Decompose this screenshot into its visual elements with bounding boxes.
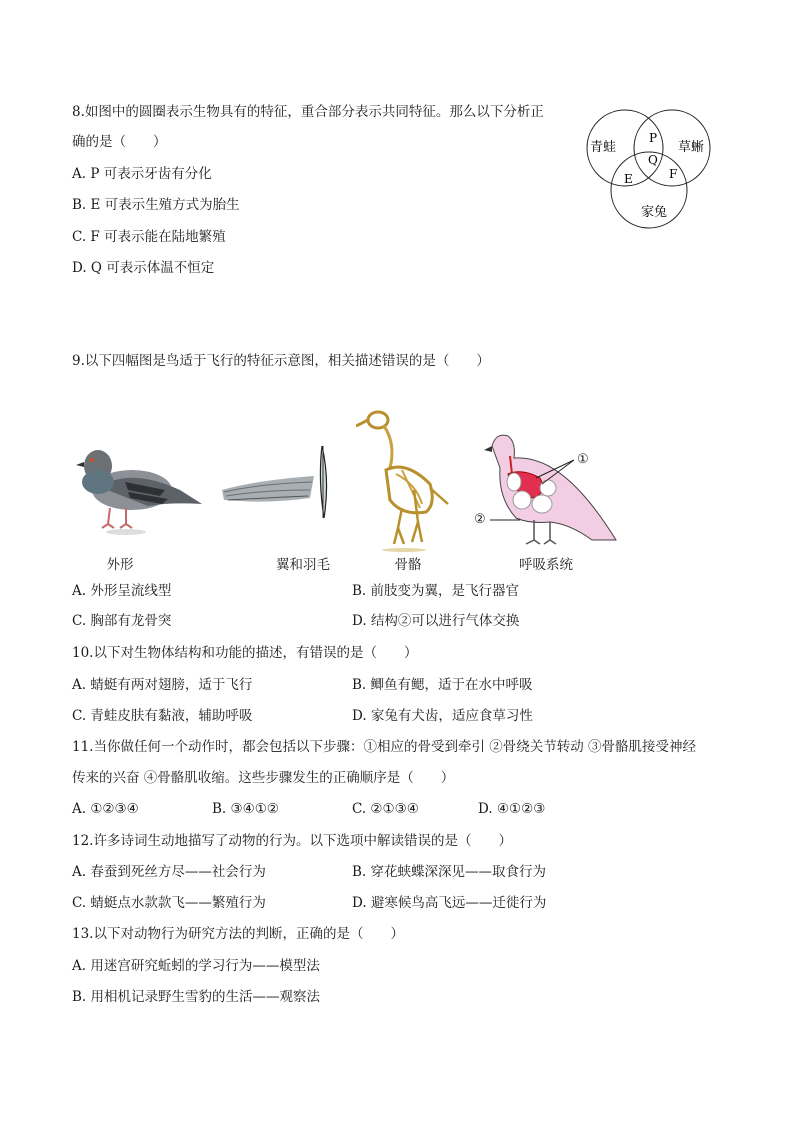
callout-2: ② bbox=[474, 512, 486, 527]
q12-stem: 12.许多诗词生动地描写了动物的行为。以下选项中解读错误的是（ ） bbox=[72, 833, 512, 849]
q11-stem-line1: 11.当你做任何一个动作时，都会包括以下步骤：①相应的骨受到牵引 ②骨绕关节转动 ③骨骼肌接受神经 bbox=[72, 739, 697, 755]
q12-option-b: B. 穿花蛱蝶深深见——取食行为 bbox=[352, 864, 547, 880]
pigeon-image bbox=[70, 432, 205, 542]
callout-1: ① bbox=[577, 452, 589, 467]
q12-option-a: A. 春蚕到死丝方尽——社会行为 bbox=[72, 864, 266, 880]
caption-wing: 翼和羽毛 bbox=[276, 557, 330, 573]
q11-option-a: A. ①②③④ bbox=[72, 801, 139, 817]
venn-label-rabbit: 家兔 bbox=[641, 205, 668, 220]
q8-stem-line2: 确的是（ ） bbox=[72, 134, 167, 150]
respiratory-system-image bbox=[470, 428, 620, 553]
q10-option-a: A. 蜻蜓有两对翅膀，适于飞行 bbox=[72, 677, 253, 693]
q8-option-d: D. Q 可表示体温不恒定 bbox=[72, 260, 215, 276]
skeleton-image bbox=[356, 404, 456, 552]
q9-stem: 9.以下四幅图是鸟适于飞行的特征示意图，相关描述错误的是（ ） bbox=[72, 353, 490, 369]
caption-appearance: 外形 bbox=[106, 557, 134, 573]
q8-stem-line1: 8.如图中的圆圈表示生物具有的特征，重合部分表示共同特征。那么以下分析正 bbox=[72, 104, 544, 120]
q9-option-c: C. 胸部有龙骨突 bbox=[72, 613, 172, 629]
q11-option-d: D. ④①②③ bbox=[478, 801, 546, 817]
q11-stem-line2: 传来的兴奋 ④骨骼肌收缩。这些步骤发生的正确顺序是（ ） bbox=[72, 770, 455, 786]
q8-option-b: B. E 可表示生殖方式为胎生 bbox=[72, 197, 240, 213]
venn-label-p: P bbox=[649, 131, 658, 145]
venn-diagram bbox=[580, 104, 720, 234]
venn-label-e: E bbox=[624, 172, 633, 186]
q9-option-d: D. 结构②可以进行气体交换 bbox=[352, 613, 520, 629]
q8-option-a: A. P 可表示牙齿有分化 bbox=[72, 166, 212, 182]
q11-option-b: B. ③④①② bbox=[212, 801, 279, 817]
q8-option-c: C. F 可表示能在陆地繁殖 bbox=[72, 229, 226, 245]
q9-option-b: B. 前肢变为翼，是飞行器官 bbox=[352, 583, 520, 599]
venn-label-lizard: 草蜥 bbox=[678, 140, 705, 155]
q10-stem: 10.以下对生物体结构和功能的描述，有错误的是（ ） bbox=[72, 645, 418, 661]
venn-label-q: Q bbox=[648, 153, 658, 167]
q10-option-d: D. 家兔有犬齿，适应食草习性 bbox=[352, 708, 533, 724]
q9-option-a: A. 外形呈流线型 bbox=[72, 583, 172, 599]
caption-skeleton: 骨骼 bbox=[394, 557, 422, 573]
venn-label-f: F bbox=[669, 167, 678, 181]
q12-option-d: D. 避寒候鸟高飞远——迁徙行为 bbox=[352, 895, 547, 911]
caption-respiratory: 呼吸系统 bbox=[519, 557, 573, 573]
q11-option-c: C. ②①③④ bbox=[352, 801, 419, 817]
q13-option-a: A. 用迷宫研究蚯蚓的学习行为——模型法 bbox=[72, 958, 320, 974]
q10-option-c: C. 青蛙皮肤有黏液，辅助呼吸 bbox=[72, 708, 253, 724]
q13-stem: 13.以下对动物行为研究方法的判断，正确的是（ ） bbox=[72, 926, 404, 942]
venn-label-frog: 青蛙 bbox=[590, 140, 617, 155]
q13-option-b: B. 用相机记录野生雪豹的生活——观察法 bbox=[72, 989, 321, 1005]
wing-feather-image bbox=[218, 440, 343, 520]
q12-option-c: C. 蜻蜓点水款款飞——繁殖行为 bbox=[72, 895, 266, 911]
q10-option-b: B. 鲫鱼有鳃，适于在水中呼吸 bbox=[352, 677, 533, 693]
